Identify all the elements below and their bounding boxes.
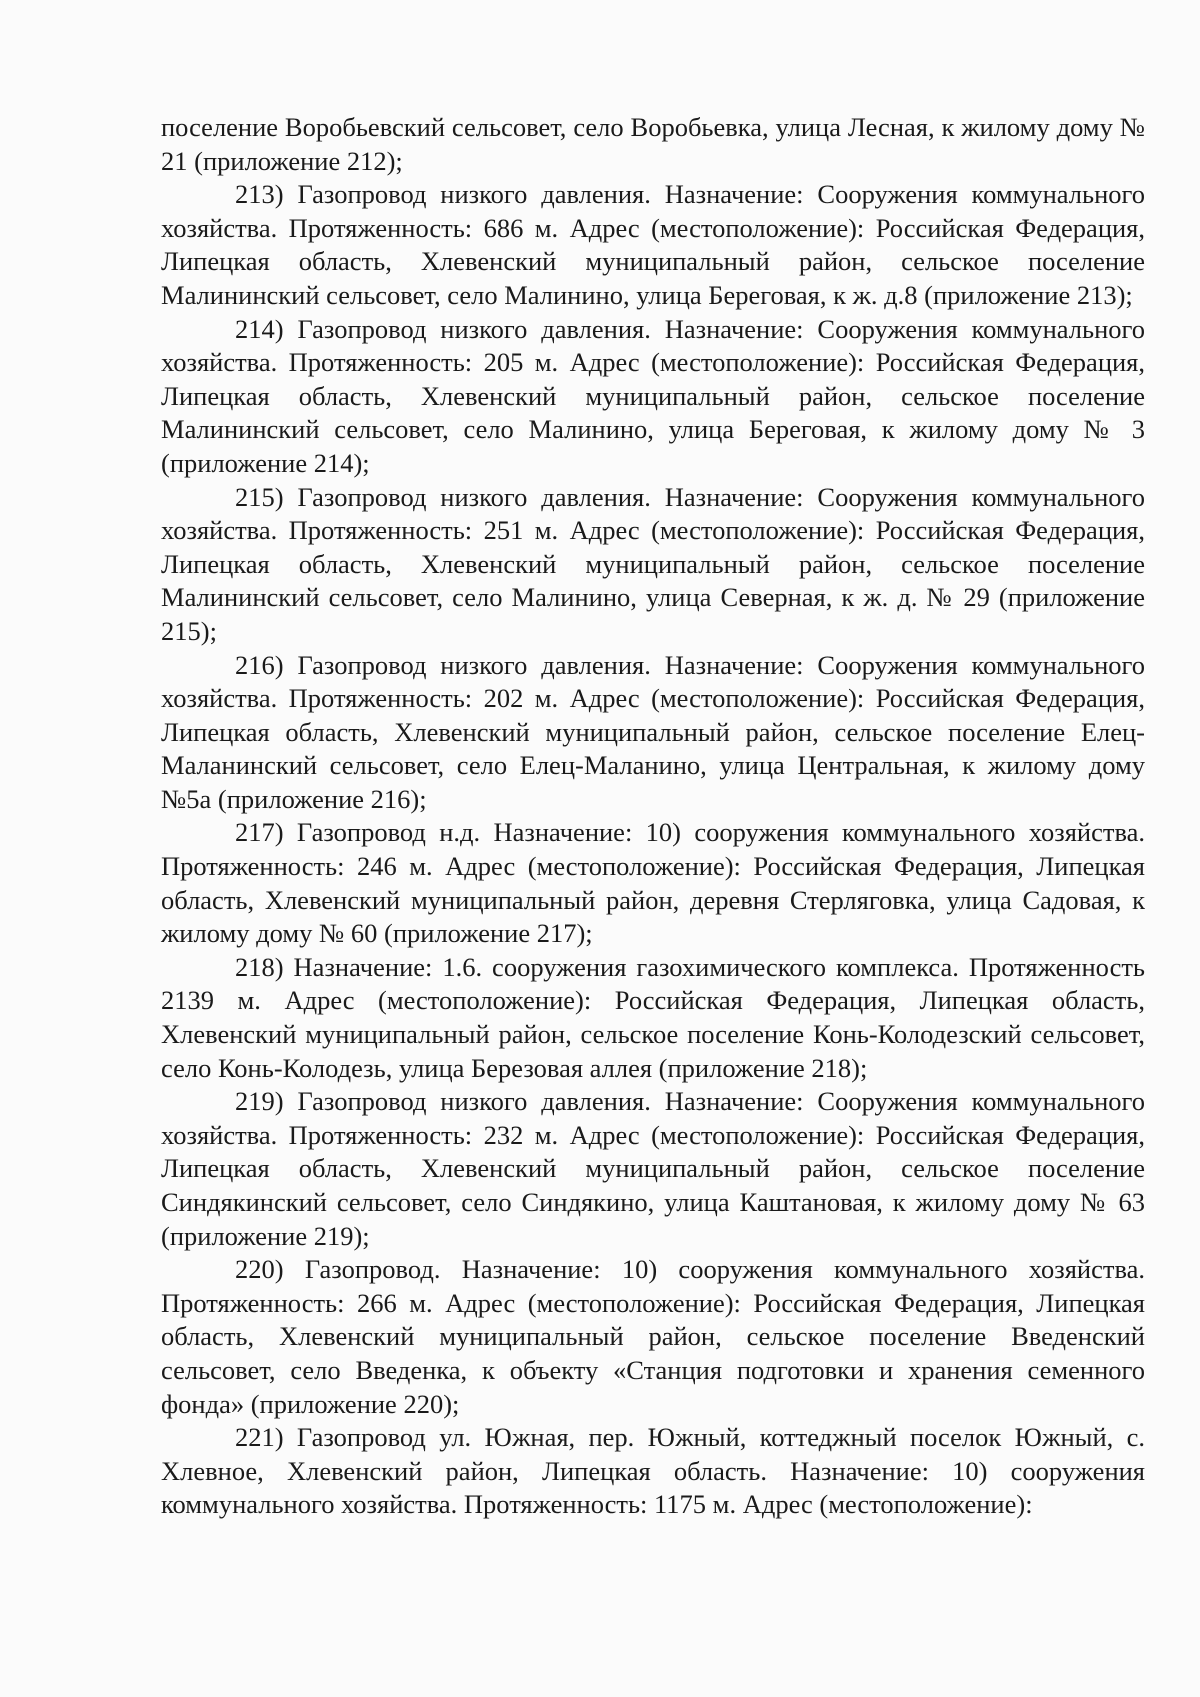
document-body	[161, 111, 1145, 1522]
paragraph-216: 216) Газопровод низкого давления. Назначение: Сооружения коммунального хозяйства. Протяженность: 202 м. Адрес (местоположение): Российская Федерация, Липецкая область, Хлевенский муниципальный район, сельское поселение Елец-Маланинский сельсовет, село Елец-Маланино, улица Центральная, к жилому дому №5а (приложение 216);	[161, 649, 1145, 814]
paragraph-219: 219) Газопровод низкого давления. Назначение: Сооружения коммунального хозяйства. Протяженность: 232 м. Адрес (местоположение): Российская Федерация, Липецкая область, Хлевенский муниципальный район, сельское поселение Синдякинский сельсовет, село Синдякино, улица Каштановая, к жилому дому № 63 (приложение 219);	[161, 1086, 1145, 1251]
paragraph-213: 213) Газопровод низкого давления. Назначение: Сооружения коммунального хозяйства. Протяженность: 686 м. Адрес (местоположение): Российская Федерация, Липецкая область, Хлевенский муниципальный район, сельское поселение Малининский сельсовет, село Малинино, улица Береговая, к ж. д.8 (приложение 213);	[161, 179, 1145, 310]
paragraph-217: 217) Газопровод н.д. Назначение: 10) сооружения коммунального хозяйства. Протяженность: 246 м. Адрес (местоположение): Российская Федерация, Липецкая область, Хлевенский муниципальный район, деревня Стерляговка, улица Садовая, к жилому дому № 60 (приложение 217);	[161, 817, 1145, 949]
paragraph-220: 220) Газопровод. Назначение: 10) сооружения коммунального хозяйства. Протяженность: 266 м. Адрес (местоположение): Российская Федерация, Липецкая область, Хлевенский муниципальный район, сельское поселение Введенский сельсовет, село Введенка, к объекту «Станция подготовки и хранения семенного фонда» (приложение 220);	[161, 1254, 1145, 1419]
paragraph-221: 221) Газопровод ул. Южная, пер. Южный, коттеджный поселок Южный, с. Хлевное, Хлевенский район, Липецкая область. Назначение: 10) сооружения коммунального хозяйства. Протяженность: 1175 м. Адрес (местоположение):	[161, 1422, 1145, 1520]
paragraph-214: 214) Газопровод низкого давления. Назначение: Сооружения коммунального хозяйства. Протяженность: 205 м. Адрес (местоположение): Российская Федерация, Липецкая область, Хлевенский муниципальный район, сельское поселение Малининский сельсовет, село Малинино, улица Береговая, к жилому дому № 3 (приложение 214);	[161, 313, 1145, 478]
paragraph-212-continuation: поселение Воробьевский сельсовет, село Воробьевка, улица Лесная, к жилому дому № 21 (приложение 212);	[161, 112, 1145, 176]
paragraph-218: 218) Назначение: 1.6. сооружения газохимического комплекса. Протяженность 2139 м. Адрес (местоположение): Российская Федерация, Липецкая область, Хлевенский муниципальный район, сельское поселение Конь-Колодезский сельсовет, село Конь-Колодезь, улица Березовая аллея (приложение 218);	[161, 951, 1145, 1083]
paragraph-215: 215) Газопровод низкого давления. Назначение: Сооружения коммунального хозяйства. Протяженность: 251 м. Адрес (местоположение): Российская Федерация, Липецкая область, Хлевенский муниципальный район, сельское поселение Малининский сельсовет, село Малинино, улица Северная, к ж. д. № 29 (приложение 215);	[161, 481, 1145, 646]
